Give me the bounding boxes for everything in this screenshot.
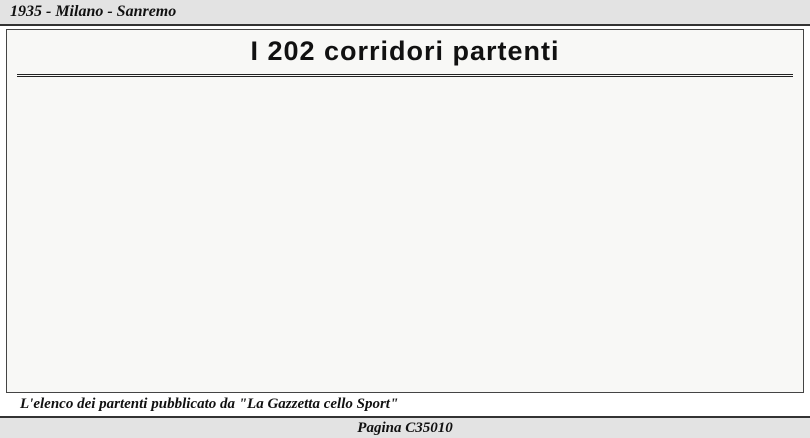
clipping-title-rule [17,74,793,77]
clipping-caption: L'elenco dei partenti pubblicato da "La Gazzetta cello Sport" [20,396,399,412]
header-title: 1935 - Milano - Sanremo [10,3,177,20]
page-number: Pagina C35010 [357,420,453,436]
clipping-title: I 202 corridori partenti [250,36,560,66]
newspaper-clipping [6,29,804,393]
page-header [0,0,810,26]
page-footer [0,416,810,438]
